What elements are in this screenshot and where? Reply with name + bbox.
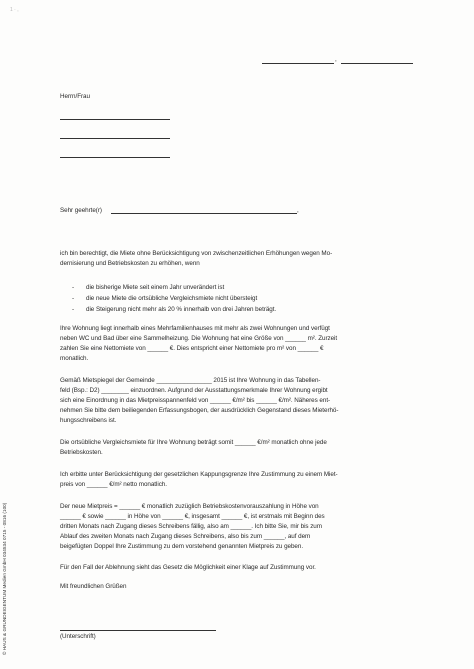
paragraph-line: beigefügten Doppel Ihre Zustimmung zu dem vorstehend genannten Mietpreis zu geben. bbox=[60, 543, 304, 550]
greeting-prefix: Sehr geehrte(r) bbox=[60, 207, 102, 214]
paragraph-line: monatlich. bbox=[60, 355, 89, 362]
list-bullet: - bbox=[72, 284, 75, 291]
paragraph-line: Ablauf des zweiten Monats nach Zugang dieses Schreibens, also bis zum ______, auf dem bbox=[60, 533, 311, 540]
recipient-line-3 bbox=[60, 157, 170, 158]
recipient-line-1 bbox=[60, 119, 170, 120]
paragraph-line: neben WC und Bad über eine Sammelheizung. Die Wohnung hat eine Größe von ______ m². Zurzeit bbox=[60, 335, 338, 342]
list-bullet: - bbox=[72, 306, 75, 313]
scan-marks: 1 · , bbox=[10, 7, 19, 13]
signature-label: (Unterschrift) bbox=[60, 633, 96, 640]
closing: Mit freundlichen Grüßen bbox=[60, 583, 127, 590]
condition-item: die bisherige Miete seit einem Jahr unverändert ist bbox=[86, 284, 225, 291]
greeting-name-line bbox=[111, 213, 297, 214]
condition-item: die neue Miete die ortsübliche Vergleichsmiete nicht übersteigt bbox=[86, 295, 258, 302]
paragraph-line: nehmen Sie bitte dem beiliegenden Erfassungsbogen, der ausdrücklich Gegenstand dieses Mieterhö- bbox=[60, 407, 339, 414]
paragraph-line: Gemäß Mietspiegel der Gemeinde ________________ 2015 ist Ihre Wohnung in das Tabellen- bbox=[60, 377, 321, 384]
intro-line: ich bin berechtigt, die Miete ohne Berücksichtigung von zwischenzeitlichen Erhöhungen wegen Mo- bbox=[60, 250, 333, 257]
place-line bbox=[262, 63, 334, 64]
paragraph-line: ______ € sowie ______ in Höhe von ______ €, insgesamt ______ €, ist erstmals mit Beginn des bbox=[60, 513, 325, 520]
paragraph-line: Die ortsübliche Vergleichsmiete für Ihre Wohnung beträgt somit ______ €/m² monatlich ohne jede bbox=[60, 439, 327, 446]
paragraph-line: Für den Fall der Ablehnung sieht das Gesetz die Möglichkeit einer Klage auf Zustimmung vor. bbox=[60, 564, 316, 571]
recipient-salutation: Herrn/Frau bbox=[60, 93, 90, 100]
paragraph-line: zahlen Sie eine Nettomiete von ______ €. Dies entspricht einer Nettomiete pro m² von ______ € bbox=[60, 345, 324, 352]
paragraph-line: sich eine Einordnung in das Mietpreisspannenfeld von ______ €/m² bis ______ €/m². Näheres ent- bbox=[60, 397, 331, 404]
paragraph-line: dritten Monats nach Zugang dieses Schreibens fällig, also am ______. Ich bitte Sie, mir bis zum bbox=[60, 523, 322, 530]
condition-item: die Steigerung nicht mehr als 20 % innerhalb von drei Jahren beträgt. bbox=[86, 306, 277, 313]
intro-line: dernisierung und Betriebskosten zu erhöhen, wenn bbox=[60, 260, 200, 267]
recipient-line-2 bbox=[60, 138, 170, 139]
greeting-suffix: , bbox=[297, 207, 299, 214]
paragraph-line: Betriebskosten. bbox=[60, 449, 103, 456]
paragraph-line: Ich erbitte unter Berücksichtigung der gesetzlichen Kappungsgrenze Ihre Zustimmung zu einem Miet- bbox=[60, 471, 338, 478]
paragraph-line: Ihre Wohnung liegt innerhalb eines Mehrfamilienhauses mit mehr als zwei Wohnungen und verfügt bbox=[60, 325, 330, 332]
publisher-imprint: © HAUS & GRUNDEIGENTUM Medien GmbH 034534 0715 - 0816 (100) bbox=[2, 502, 7, 655]
paragraph-line: hungsschreibens ist. bbox=[60, 417, 117, 424]
date-separator: , bbox=[335, 56, 337, 63]
list-bullet: - bbox=[72, 295, 75, 302]
paragraph-line: feld (Bsp.: D2) ________ einzuordnen. Aufgrund der Ausstattungsmerkmale Ihrer Wohnung ergibt bbox=[60, 387, 328, 394]
date-line bbox=[341, 63, 413, 64]
signature-line bbox=[60, 630, 216, 631]
paragraph-line: Der neue Mietpreis = ______ € monatlich zuzüglich Betriebskostenvorauszahlung in Höhe von bbox=[60, 503, 319, 510]
paragraph-line: preis von ______ €/m² netto monatlich. bbox=[60, 481, 167, 488]
